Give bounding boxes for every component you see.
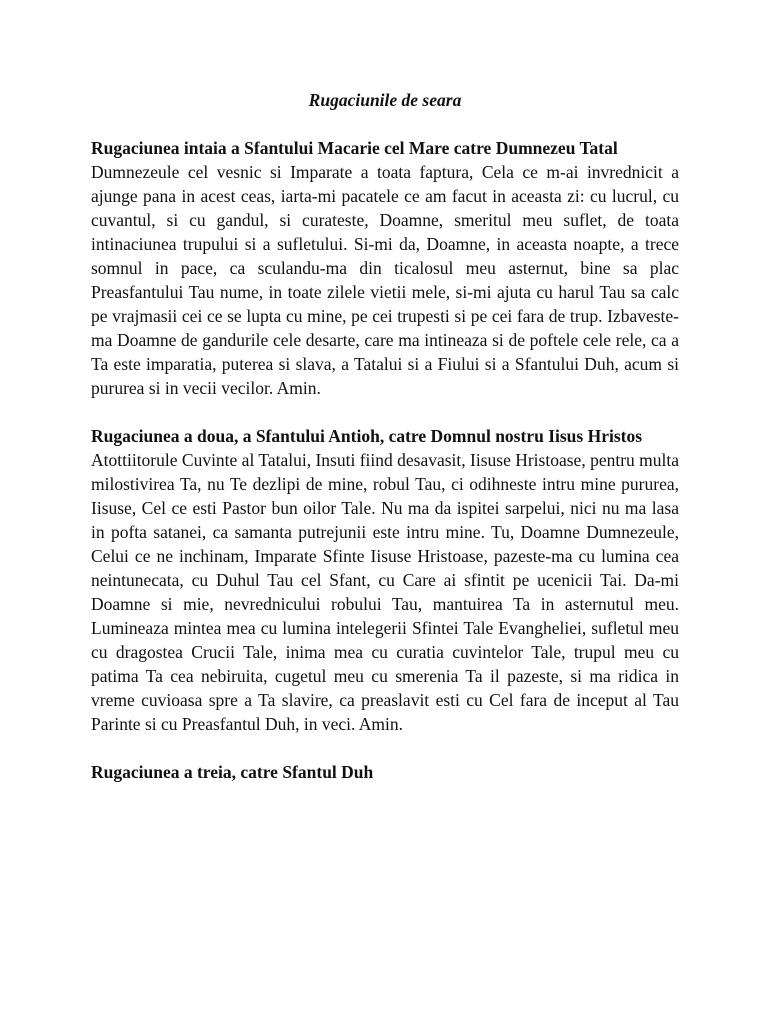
section-body-1: Dumnezeule cel vesnic si Imparate a toata faptura, Cela ce m-ai invrednicit a ajunge pana in acest ceas, iarta-mi pacatele ce am facut in aceasta zi: cu lucrul, cu cuvantul, si cu gandul, si curateste, Doamne, smeritul meu suflet, de toata intinaciunea trupului si a sufletului. Si-mi da, Doamne, in aceasta noapte, a trece somnul in pace, ca sculandu-ma din ticalosul meu asternut, bine sa plac Preasfantului Tau nume, in toate zilele vietii mele, si-mi ajuta cu harul Tau sa calc pe vrajmasii cei ce se lupta cu mine, pe cei trupesti si pe cei fara de trup. Izbaveste-ma Doamne de gandurile cele desarte, care ma intineaza si de poftele cele rele, ca a Ta este imparatia, puterea si slava, a Tatalui si a Fiului si a Sfantului Duh, acum si pururea si in vecii vecilor. Amin. (91, 162, 679, 398)
section-heading-2: Rugaciunea a doua, a Sfantului Antioh, catre Domnul nostru Iisus Hristos (91, 426, 643, 446)
section-heading-1: Rugaciunea intaia a Sfantului Macarie cel Mare catre Dumnezeu Tatal (91, 138, 618, 158)
document-title: Rugaciunile de seara (308, 90, 462, 110)
section-body-2: Atottiitorule Cuvinte al Tatalui, Insuti fiind desavasit, Iisuse Hristoase, pentru multa milostivirea Ta, nu Te dezlipi de mine, robul Tau, ci odihneste intru mine pururea, Iisuse, Cel ce esti Pastor bun oilor Tale. Nu ma da ispitei sarpelui, nici nu ma lasa in pofta satanei, ca samanta putrejunii este intru mine. Tu, Doamne Dumnezeule, Celui ce ne inchinam, Imparate Sfinte Iisuse Hristoase, pazeste-ma cu lumina cea neintunecata, cu Duhul Tau cel Sfant, cu Care ai sfintit pe ucenicii Tai. Da-mi Doamne si mie, nevrednicului robului Tau, mantuirea Ta in asternutul meu. Lumineaza mintea mea cu lumina intelegerii Sfintei Tale Evangheliei, sufletul meu cu dragostea Crucii Tale, inima mea cu curatia cuvintelor Tale, trupul meu cu patima Ta cea nebiruita, cugetul meu cu smerenia Ta il pazeste, si ma ridica in vreme cuvioasa spre a Ta slavire, ca preaslavit esti cu Cel fara de inceput al Tau Parinte si cu Preasfantul Duh, in veci. Amin. (91, 450, 680, 734)
document-page (91, 88, 679, 784)
section-heading-3: Rugaciunea a treia, catre Sfantul Duh (91, 762, 374, 782)
